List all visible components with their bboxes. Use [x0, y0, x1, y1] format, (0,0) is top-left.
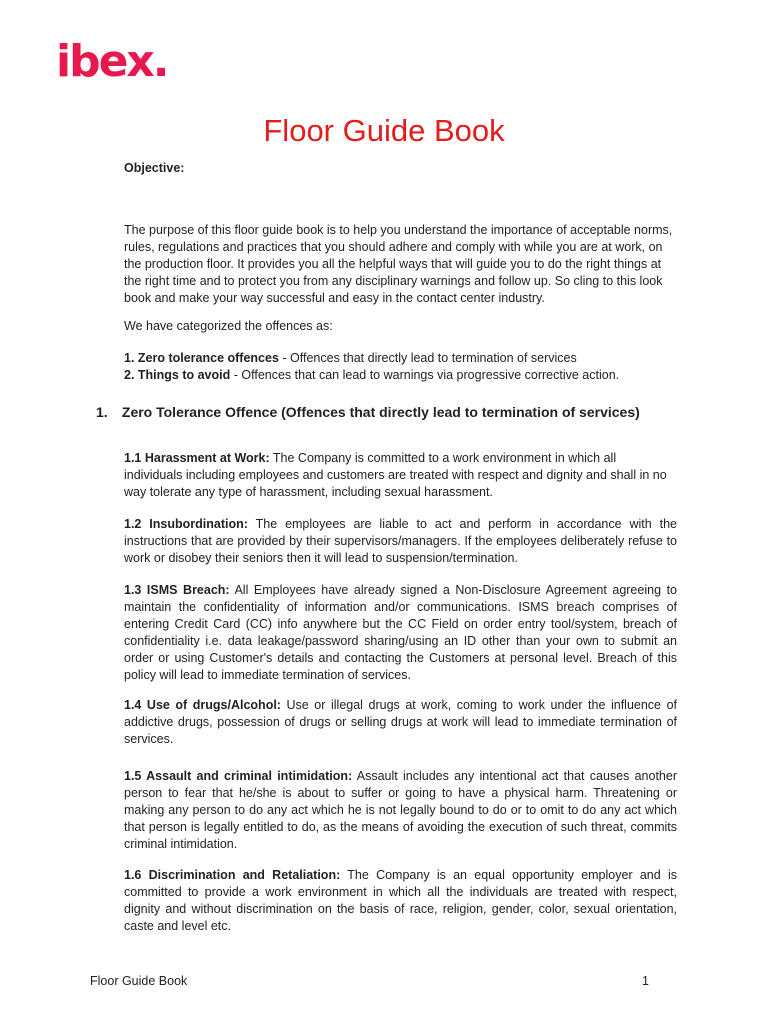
policy-label: 1.6 Discrimination and Retaliation: [124, 868, 341, 882]
policy-label: 1.5 Assault and criminal intimidation: [124, 769, 353, 783]
page-number: 1 [642, 974, 649, 988]
categories-intro: We have categorized the offences as: [124, 319, 333, 333]
section-heading [96, 404, 696, 420]
policy-item-discrimination [124, 867, 677, 935]
policy-item-insubordination [124, 516, 677, 567]
category-label: 1. Zero tolerance offences [124, 351, 279, 365]
category-text: - Offences that directly lead to termination of services [278, 351, 577, 365]
objective-label: Objective: [124, 161, 185, 175]
footer-title: Floor Guide Book [90, 974, 188, 988]
section-number: 1. [96, 404, 108, 420]
policy-item-assault [124, 768, 677, 853]
policy-text: The Company is committed to a work environment in which all individuals including employees and customers are treated with respect and dignity and shall in no way tolerate any type of harassment, including sexual harassment. [124, 451, 667, 499]
policy-label: 1.1 Harassment at Work: [124, 451, 270, 465]
policy-label: 1.2 Insubordination: [124, 517, 248, 531]
category-item [124, 367, 680, 384]
categories-list [124, 350, 680, 384]
policy-text: The employees are liable to act and perform in accordance with the instructions that are provided by their supervisors/managers. If the employees deliberately refuse to work or disobey their seniors then it will lead to suspension/termination. [124, 517, 678, 565]
policy-text: Use or illegal drugs at work, coming to work under the influence of addictive drugs, possession of drugs or selling drugs at work will lead to immediate termination of services. [124, 698, 677, 746]
category-item [124, 350, 680, 367]
policy-item-isms-breach [124, 582, 677, 684]
policy-item-harassment [124, 450, 677, 501]
category-text: - Offences that can lead to warnings via progressive corrective action. [230, 368, 620, 382]
policy-text: Assault includes any intentional act that causes another person to fear that he/she is about to suffer or going to have a physical harm. Threatening or making any person to do any act which he is not legally bound to do or to omit to do any act which that person is legally entitled to do, as the means of avoiding the execution of such threat, commits criminal intimidation. [124, 769, 677, 851]
policy-item-drugs-alcohol [124, 697, 677, 748]
category-label: 2. Things to avoid [124, 368, 231, 382]
objective-paragraph: The purpose of this floor guide book is to help you understand the importance of acceptable norms, rules, regulations and practices that you should adhere and comply with while you are at work, on the production floor. It provides you all the helpful ways that will guide you to do the right things at the right time and to protect you from any disciplinary warnings and follow up. So cling to this look book and make your way successful and easy in the contact center industry. [124, 223, 673, 305]
policy-text: All Employees have already signed a Non-Disclosure Agreement agreeing to maintain the confidentiality of information and/or communications. ISMS breach comprises of entering Credit Card (CC) info anywhere but the CC Field on order entry tool/system, breach of confidentiality i.e. data leakage/password sharing/using an ID other than your own to submit an order or using Customer's details and contacting the Customers at personal level. Breach of this policy will lead to immediate termination of services. [124, 583, 677, 682]
policy-label: 1.4 Use of drugs/Alcohol: [124, 698, 281, 712]
page-title: Floor Guide Book [263, 113, 505, 148]
section-heading-text: Zero Tolerance Offence (Offences that directly lead to termination of services) [121, 404, 640, 420]
policy-text: The Company is an equal opportunity employer and is committed to provide a work environment in which all the individuals are treated with respect, dignity and without discrimination on the basis of race, religion, gender, color, sexual orientation, caste and level etc. [124, 868, 677, 933]
ibex-logo: ibex. [56, 36, 168, 87]
policy-label: 1.3 ISMS Breach: [124, 583, 230, 597]
